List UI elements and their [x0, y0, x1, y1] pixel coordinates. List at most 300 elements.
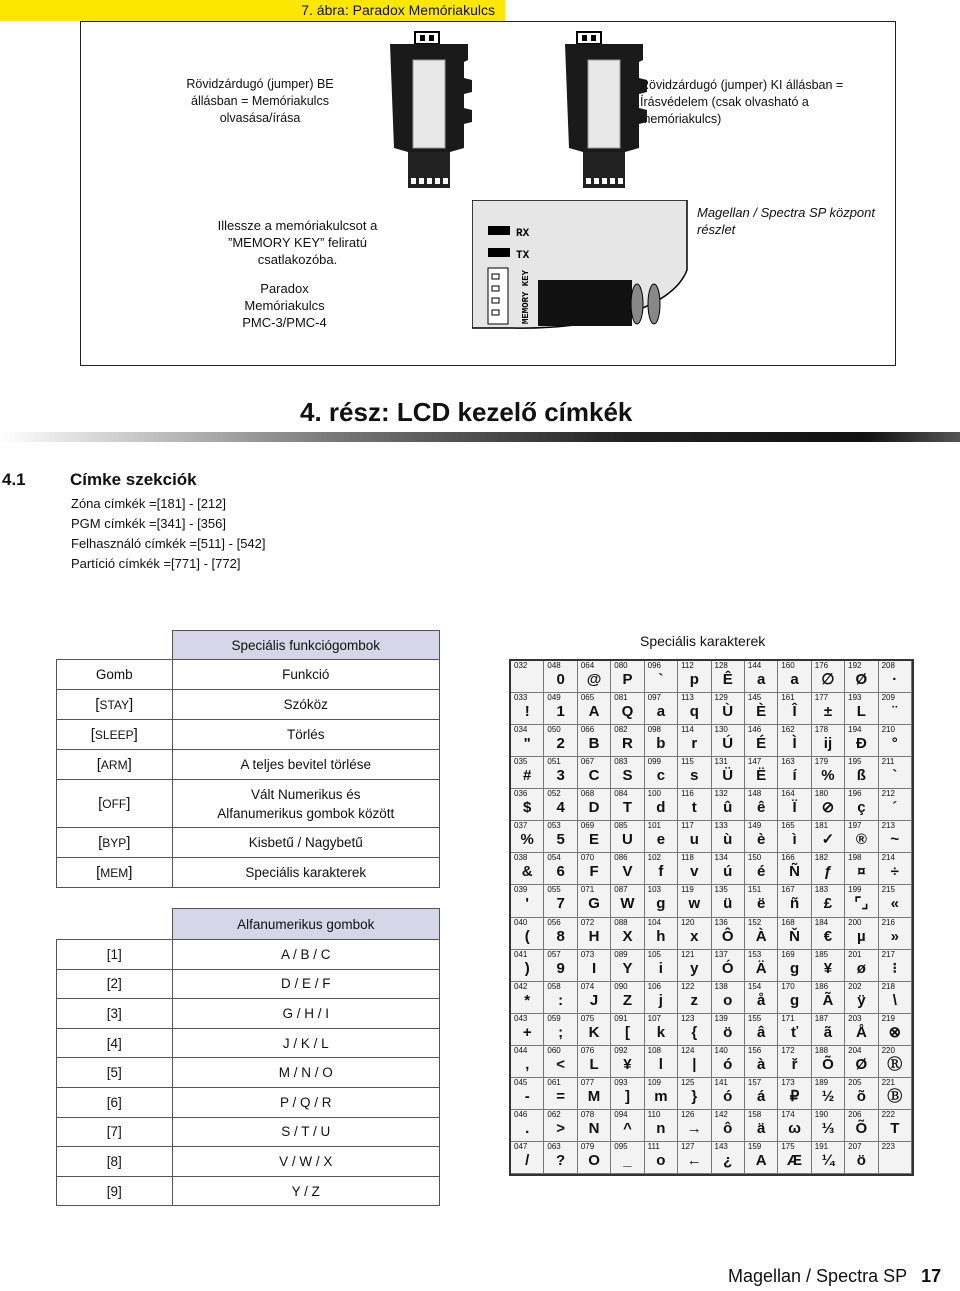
char-code: 101	[647, 821, 662, 831]
special-char-cell	[845, 789, 878, 821]
char-glyph: ´	[892, 799, 898, 817]
char-glyph: ÿ	[857, 991, 866, 1009]
char-code: 188	[814, 1045, 829, 1055]
char-code: 133	[714, 821, 728, 831]
char-glyph: \	[892, 991, 897, 1009]
char-code: 208	[881, 661, 895, 670]
char-glyph: w	[688, 895, 701, 913]
char-glyph: (	[524, 927, 530, 945]
char-code: 168	[781, 917, 795, 927]
special-char-cell	[778, 821, 811, 853]
char-code: 179	[814, 757, 829, 767]
special-char-cell	[845, 1046, 878, 1078]
char-code: 079	[580, 1141, 595, 1151]
char-code: 037	[514, 821, 528, 831]
char-code: 129	[714, 693, 728, 703]
char-code: 090	[614, 981, 628, 991]
char-code: 158	[747, 1109, 762, 1119]
special-char-cell	[578, 885, 611, 917]
char-glyph: Ê	[722, 671, 733, 688]
special-char-cell	[745, 693, 778, 725]
char-glyph: Ô	[721, 927, 734, 945]
char-code: 214	[881, 853, 895, 863]
special-char-cell	[879, 757, 912, 789]
char-glyph: :	[558, 991, 564, 1009]
chars-cell: J / K / L	[172, 1028, 440, 1058]
special-char-cell	[611, 1014, 644, 1046]
char-code: 076	[580, 1045, 595, 1055]
char-code: 125	[681, 1077, 695, 1087]
special-char-cell	[544, 661, 577, 693]
special-char-cell	[778, 1078, 811, 1110]
special-char-cell	[712, 757, 745, 789]
char-code: 201	[848, 949, 862, 959]
special-char-cell	[712, 1110, 745, 1142]
special-char-cell	[645, 885, 678, 917]
char-glyph: Đ	[855, 735, 867, 753]
key-cell: [2]	[57, 969, 173, 999]
special-char-cell	[578, 1014, 611, 1046]
special-char-cell	[544, 693, 577, 725]
char-glyph: ß	[856, 767, 866, 785]
special-char-cell	[578, 789, 611, 821]
char-code: 180	[814, 789, 829, 799]
special-char-cell	[578, 725, 611, 757]
char-glyph: ✓	[821, 831, 835, 849]
part-title: 4. rész: LCD kezelő címkék	[300, 397, 633, 427]
key-cell: [SLEEP]	[57, 720, 173, 750]
char-code: 213	[881, 821, 895, 831]
tx-label: TX	[516, 250, 530, 262]
char-code: 177	[814, 693, 829, 703]
char-code: 062	[547, 1109, 561, 1119]
char-glyph: l	[658, 1055, 663, 1073]
char-code: 131	[714, 757, 728, 767]
char-glyph: 8	[556, 927, 565, 945]
char-code: 136	[714, 917, 728, 927]
special-char-cell	[645, 789, 678, 821]
special-char-cell	[845, 821, 878, 853]
special-char-cell	[678, 918, 711, 950]
char-code: 173	[781, 1077, 795, 1087]
char-glyph: *	[524, 991, 531, 1009]
char-code: 184	[814, 917, 829, 927]
special-char-cell	[578, 950, 611, 982]
char-glyph: /	[525, 1151, 530, 1169]
key-cell: [3]	[57, 999, 173, 1029]
char-code: 169	[781, 949, 795, 959]
char-code: 164	[781, 789, 795, 799]
char-glyph: L	[856, 703, 866, 721]
special-char-cell	[812, 885, 845, 917]
special-char-cell	[712, 725, 745, 757]
char-glyph: P	[622, 671, 633, 688]
special-char-cell	[712, 661, 745, 693]
jumper-off-label: Rövidzárdugó (jumper) KI állásban = Írásvédelem (csak olvasható a memóriakulcs)	[640, 78, 844, 126]
char-glyph: Ñ	[789, 863, 800, 881]
special-char-cell	[745, 1014, 778, 1046]
char-glyph: x	[690, 927, 699, 945]
char-code: 096	[647, 661, 662, 670]
special-char-cell	[879, 1014, 912, 1046]
char-glyph: !	[524, 703, 530, 721]
alpha-keys-table	[56, 908, 440, 1206]
special-char-cell	[745, 789, 778, 821]
special-char-cell	[745, 982, 778, 1014]
char-glyph: {	[691, 1023, 698, 1041]
char-glyph: $	[523, 799, 532, 817]
char-glyph: ⊗	[888, 1023, 902, 1041]
char-code: 086	[614, 853, 628, 863]
char-code: 046	[514, 1109, 528, 1119]
char-glyph: 1	[556, 703, 565, 721]
char-code: 114	[681, 725, 694, 735]
char-glyph: 5	[556, 831, 565, 849]
footer-product: Magellan / Spectra SP	[728, 1266, 908, 1286]
char-code: 192	[848, 661, 862, 670]
char-glyph: y	[690, 959, 699, 977]
special-char-cell	[845, 1142, 878, 1174]
char-code: 206	[848, 1109, 862, 1119]
char-code: 178	[814, 725, 829, 735]
special-char-cell	[678, 1078, 711, 1110]
section-line: Zóna címkék =[181] - [212]	[71, 496, 226, 511]
char-code: 033	[514, 693, 528, 703]
special-char-cell	[879, 885, 912, 917]
char-glyph: M	[587, 1087, 601, 1105]
key-cell: [BYP]	[57, 828, 173, 858]
char-glyph: ←	[686, 1151, 702, 1169]
char-glyph: ⌜⌟	[854, 895, 869, 913]
char-code: 032	[514, 661, 528, 670]
char-glyph: 2	[556, 735, 565, 753]
char-glyph: Ï	[792, 799, 797, 817]
char-code: 051	[547, 757, 561, 767]
char-glyph: ~	[890, 831, 900, 849]
char-glyph: Ⓡ	[887, 1055, 903, 1073]
chars-cell: M / N / O	[172, 1058, 440, 1088]
char-code: 108	[647, 1045, 662, 1055]
char-code: 069	[580, 821, 595, 831]
char-glyph: T	[890, 1119, 900, 1137]
char-glyph: d	[656, 799, 666, 817]
special-char-cell	[712, 885, 745, 917]
special-char-cell	[611, 661, 644, 693]
col-key-header: Gomb	[57, 660, 173, 690]
special-char-cell	[611, 1046, 644, 1078]
char-glyph: ç	[857, 799, 866, 817]
char-code: 165	[781, 821, 795, 831]
special-char-cell	[812, 1078, 845, 1110]
page-number: 17	[921, 1266, 942, 1286]
char-glyph: z	[690, 991, 699, 1009]
panel-label: Magellan / Spectra SP központ részlet	[697, 205, 876, 237]
char-glyph: ?	[556, 1151, 566, 1169]
special-char-cell	[778, 757, 811, 789]
special-char-cell	[645, 1014, 678, 1046]
special-char-cell	[845, 918, 878, 950]
char-glyph: À	[755, 927, 767, 945]
special-char-cell	[511, 1078, 544, 1110]
char-glyph: å	[756, 991, 766, 1009]
char-code: 145	[747, 693, 762, 703]
special-char-cell	[845, 725, 878, 757]
special-char-cell	[845, 1078, 878, 1110]
char-glyph: `	[892, 767, 898, 785]
special-char-cell	[678, 789, 711, 821]
char-code: 183	[814, 885, 829, 895]
special-char-cell	[645, 821, 678, 853]
special-char-cell	[645, 1110, 678, 1142]
special-char-cell	[845, 1014, 878, 1046]
special-char-cell	[845, 853, 878, 885]
char-code: 187	[814, 1013, 829, 1023]
special-char-cell	[611, 821, 644, 853]
char-code: 176	[814, 661, 829, 670]
special-char-cell	[745, 757, 778, 789]
char-glyph: X	[622, 927, 633, 945]
special-char-cell	[611, 853, 644, 885]
char-glyph: È	[756, 703, 767, 721]
char-code: 127	[681, 1141, 695, 1151]
special-keys-table	[56, 630, 440, 888]
char-glyph: H	[588, 927, 600, 945]
char-glyph: ê	[756, 799, 766, 817]
char-code: 050	[547, 725, 561, 735]
char-code: 081	[614, 693, 628, 703]
char-code: 182	[814, 853, 829, 863]
special-char-cell	[511, 1014, 544, 1046]
special-char-cell	[544, 757, 577, 789]
char-code: 211	[881, 757, 895, 767]
special-char-cell	[511, 1046, 544, 1078]
chars-cell: D / E / F	[172, 969, 440, 999]
char-glyph: G	[588, 895, 600, 913]
special-char-cell	[678, 757, 711, 789]
char-code: 043	[514, 1013, 528, 1023]
char-code: 191	[814, 1141, 829, 1151]
special-char-cell	[544, 853, 577, 885]
special-char-cell	[611, 693, 644, 725]
char-code: 100	[647, 789, 662, 799]
char-glyph: 3	[556, 767, 565, 785]
special-char-cell	[812, 725, 845, 757]
char-glyph: ,	[525, 1055, 530, 1073]
special-char-cell	[578, 821, 611, 853]
special-char-cell	[544, 821, 577, 853]
char-code: 124	[681, 1045, 695, 1055]
special-char-cell	[544, 789, 577, 821]
char-glyph: 6	[556, 863, 565, 881]
special-char-cell	[712, 982, 745, 1014]
char-glyph: '	[525, 895, 529, 913]
char-code: 193	[848, 693, 862, 703]
char-code: 105	[647, 949, 662, 959]
char-code: 189	[814, 1077, 829, 1087]
char-code: 142	[714, 1109, 728, 1119]
char-code: 135	[714, 885, 728, 895]
char-glyph: ;	[558, 1023, 564, 1041]
char-glyph: â	[756, 1023, 766, 1041]
char-glyph: ®	[855, 831, 867, 849]
key-cell: [8]	[57, 1147, 173, 1177]
special-char-cell	[812, 918, 845, 950]
special-chars-title: Speciális karakterek	[640, 633, 766, 649]
key-cell: [OFF]	[57, 780, 173, 828]
special-char-cell	[678, 1110, 711, 1142]
chars-cell: P / Q / R	[172, 1087, 440, 1117]
special-char-cell	[879, 982, 912, 1014]
char-code: 039	[514, 885, 528, 895]
char-code: 077	[580, 1077, 595, 1087]
char-code: 088	[614, 917, 628, 927]
char-code: 167	[781, 885, 795, 895]
char-code: 140	[714, 1045, 728, 1055]
special-char-cell	[812, 757, 845, 789]
char-code: 035	[514, 757, 528, 767]
char-code: 160	[781, 661, 795, 670]
special-char-cell	[845, 661, 878, 693]
char-glyph: «	[890, 895, 899, 913]
char-glyph: %	[821, 767, 835, 785]
char-code: 198	[848, 853, 862, 863]
char-code: 190	[814, 1109, 829, 1119]
char-code: 210	[881, 725, 895, 735]
char-code: 078	[580, 1109, 595, 1119]
special-char-cell	[879, 1046, 912, 1078]
key-cell: [MEM]	[57, 858, 173, 888]
char-code: 207	[848, 1141, 862, 1151]
chars-cell: S / T / U	[172, 1117, 440, 1147]
char-glyph: ř	[791, 1055, 798, 1073]
special-char-cell	[578, 661, 611, 693]
special-char-cell	[611, 1142, 644, 1174]
special-char-cell	[745, 1142, 778, 1174]
special-char-cell	[879, 1110, 912, 1142]
char-code: 093	[614, 1077, 628, 1087]
key-cell: [6]	[57, 1087, 173, 1117]
char-glyph: ^	[623, 1119, 632, 1137]
char-glyph: →	[686, 1119, 702, 1137]
char-code: 097	[647, 693, 662, 703]
char-glyph: £	[823, 895, 833, 913]
char-code: 099	[647, 757, 662, 767]
char-code: 218	[881, 981, 895, 991]
char-glyph: g	[656, 895, 666, 913]
char-code: 204	[848, 1045, 862, 1055]
special-char-cell	[511, 661, 544, 693]
char-code: 059	[547, 1013, 561, 1023]
special-char-cell	[712, 1078, 745, 1110]
char-code: 095	[614, 1141, 628, 1151]
char-glyph: Z	[622, 991, 633, 1009]
char-code: 115	[681, 757, 694, 767]
char-glyph: K	[588, 1023, 600, 1041]
key-cell: [STAY]	[57, 690, 173, 720]
special-char-cell	[778, 661, 811, 693]
char-glyph: S	[622, 767, 633, 785]
key-cell: [1]	[57, 940, 173, 970]
char-code: 104	[647, 917, 662, 927]
special-char-cell	[879, 918, 912, 950]
char-glyph: q	[689, 703, 699, 721]
char-glyph: Ó	[721, 959, 734, 977]
char-code: 202	[848, 981, 862, 991]
rx-label: RX	[516, 228, 530, 240]
section-number: 4.1	[2, 470, 26, 489]
char-glyph: o	[656, 1151, 666, 1169]
special-char-cell	[712, 950, 745, 982]
char-glyph: ¨	[892, 703, 898, 721]
char-glyph: a	[790, 671, 799, 688]
char-code: 175	[781, 1141, 795, 1151]
char-code: 117	[681, 821, 694, 831]
char-code: 223	[881, 1141, 895, 1151]
chars-cell: V / W / X	[172, 1147, 440, 1177]
char-glyph: õ	[856, 1087, 866, 1105]
char-glyph: Ø	[855, 671, 868, 688]
char-code: 060	[547, 1045, 561, 1055]
char-glyph: 0	[556, 671, 565, 688]
special-char-cell	[812, 1046, 845, 1078]
char-code: 151	[747, 885, 762, 895]
char-glyph: m	[654, 1087, 668, 1105]
char-glyph: ¿	[723, 1151, 733, 1169]
char-code: 038	[514, 853, 528, 863]
char-glyph: <	[556, 1055, 565, 1073]
char-code: 041	[514, 949, 528, 959]
char-glyph: `	[658, 671, 664, 688]
char-code: 161	[781, 693, 795, 703]
char-code: 112	[681, 661, 694, 670]
char-code: 197	[848, 821, 862, 831]
special-char-cell	[511, 853, 544, 885]
char-code: 080	[614, 661, 628, 670]
char-code: 222	[881, 1109, 895, 1119]
char-glyph: a	[756, 671, 766, 688]
special-char-cell	[678, 1142, 711, 1174]
char-glyph: ±	[823, 703, 833, 721]
function-cell: A teljes bevitel törlése	[172, 750, 440, 780]
char-glyph: h	[656, 927, 666, 945]
special-char-cell	[544, 1110, 577, 1142]
special-char-cell	[712, 918, 745, 950]
char-code: 152	[747, 917, 762, 927]
special-char-cell	[578, 693, 611, 725]
special-char-cell	[611, 1078, 644, 1110]
function-cell: Speciális karakterek	[172, 858, 440, 888]
char-code: 166	[781, 853, 795, 863]
special-char-cell	[578, 1046, 611, 1078]
char-glyph: ó	[723, 1087, 733, 1105]
special-char-cell	[611, 725, 644, 757]
char-glyph: s	[690, 767, 699, 785]
char-glyph: [	[624, 1023, 630, 1041]
char-code: 123	[681, 1013, 695, 1023]
special-char-cell	[712, 1142, 745, 1174]
key-cell: [9]	[57, 1176, 173, 1206]
char-code: 196	[848, 789, 862, 799]
special-char-cell	[845, 693, 878, 725]
paradox-key-label: Paradox Memóriakulcs PMC-3/PMC-4	[242, 281, 327, 330]
chars-cell: Y / Z	[172, 1176, 440, 1206]
char-glyph: Î	[792, 703, 797, 721]
char-code: 146	[747, 725, 762, 735]
char-code: 155	[747, 1013, 762, 1023]
char-glyph: )	[524, 959, 530, 977]
char-code: 120	[681, 917, 695, 927]
special-char-cell	[778, 1110, 811, 1142]
